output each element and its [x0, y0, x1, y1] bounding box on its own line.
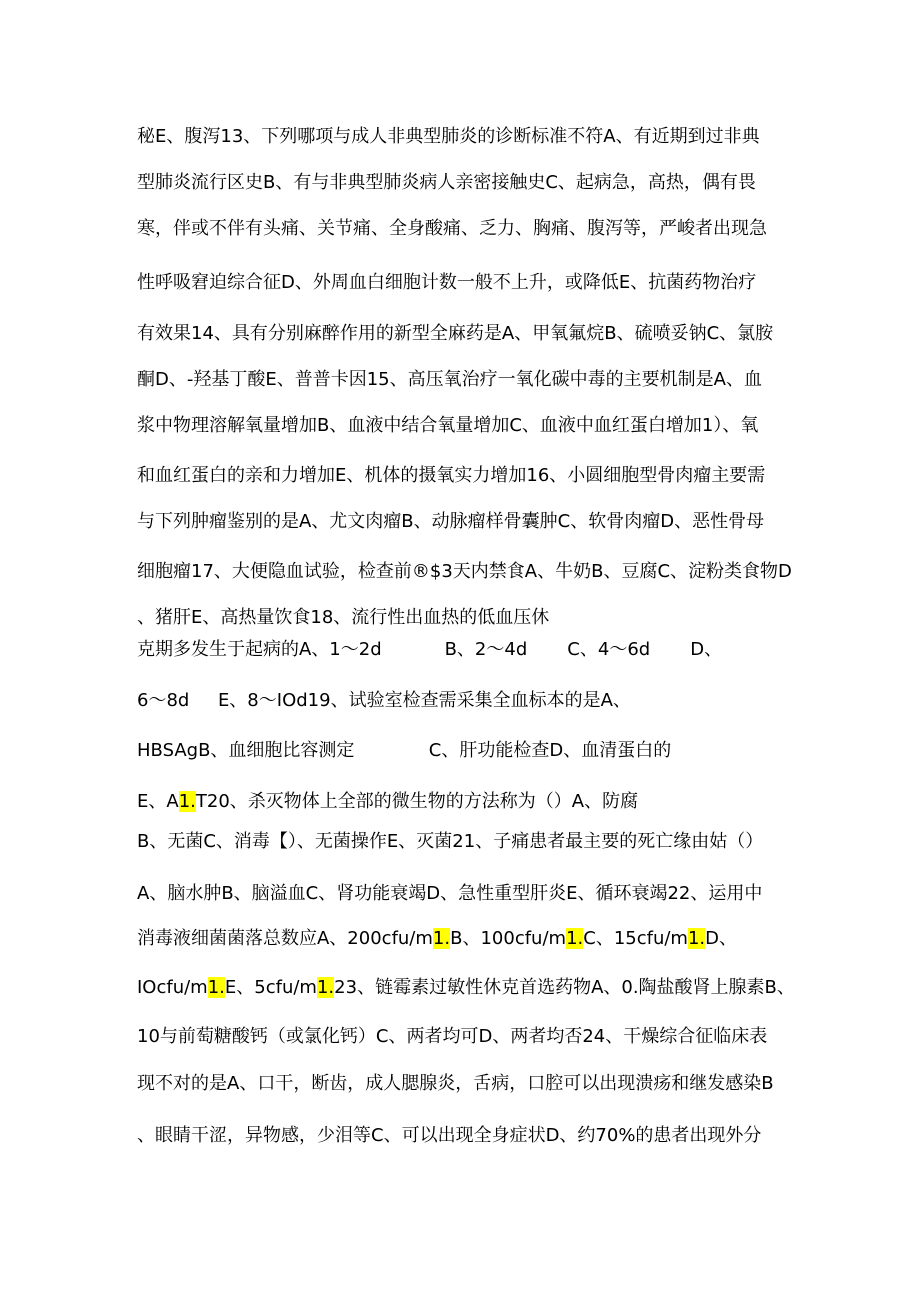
text-segment: B、无菌C、消毒【）、无菌操作E、灭菌21、子痛患者最主要的死亡缘由姑（）	[137, 831, 764, 852]
text-segment: 浆中物理溶解氧量增加B、血液中结合氧量增加C、血液中血红蛋白增加1）、氧	[137, 415, 759, 436]
text-line	[137, 637, 787, 663]
text-line	[137, 124, 787, 150]
text-line	[137, 881, 787, 907]
text-line	[137, 789, 787, 815]
text-line	[137, 270, 787, 296]
text-segment: 秘E、腹泻13、下列哪项与成人非典型肺炎的诊断标准不符A、有近期到过非典	[137, 126, 760, 147]
text-line	[137, 688, 787, 714]
text-segment: 有效果14、具有分别麻醉作用的新型全麻药是A、甲氧氟烷B、硫喷妥钠C、氯胺	[137, 323, 774, 344]
text-line	[137, 463, 787, 489]
text-segment: 和血红蛋白的亲和力增加E、机体的摄氧实力增加16、小圆细胞型骨肉瘤主要需	[137, 465, 766, 486]
text-line	[137, 1123, 787, 1149]
text-segment: 10与前萄糖酸钙（或氯化钙）C、两者均可D、两者均否24、干燥综合征临床表	[137, 1026, 768, 1047]
text-line	[137, 829, 787, 855]
text-line	[137, 738, 787, 764]
text-segment: 、猪肝E、高热量饮食18、流行性出血热的低血压休	[137, 607, 550, 628]
text-segment: 23、链霉素过敏性休克首选药物A、0.陶盐酸肾上腺素B、	[334, 977, 795, 998]
text-segment: 克期多发生于起病的A、1～2d B、2～4d C、4～6d D、	[137, 639, 723, 660]
text-segment: A、脑水肿B、脑溢血C、肾功能衰竭D、急性重型肝炎E、循环衰竭22、运用中	[137, 883, 763, 904]
highlighted-text: 1.	[316, 977, 335, 998]
text-line	[137, 321, 787, 347]
text-line	[137, 559, 792, 585]
text-segment: 型肺炎流行区史B、有与非典型肺炎病人亲密接触史C、起病急，高热，偶有畏	[137, 172, 756, 193]
text-line	[137, 367, 787, 393]
text-segment: 消毒液细菌菌落总数应A、200cfu/m	[137, 928, 433, 949]
text-line	[137, 975, 795, 1001]
text-segment: IOcfu/m	[137, 977, 208, 998]
highlighted-text: 1.	[566, 928, 584, 949]
text-line	[137, 170, 787, 196]
text-segment: T20、杀灭物体上全部的微生物的方法称为（）A、防腐	[195, 791, 639, 812]
text-segment: C、15cfu/m	[583, 928, 688, 949]
highlighted-text: 1.	[178, 791, 196, 812]
highlighted-text: 1.	[687, 928, 706, 949]
text-segment: 酮D、-羟基丁酸E、普普卡因15、高压氧治疗一氧化碳中毒的主要机制是A、血	[137, 369, 762, 390]
text-segment: 现不对的是A、口干，断齿，成人腮腺炎，舌病，口腔可以出现溃疡和继发感染B	[137, 1073, 774, 1094]
text-segment: 、眼睛干涩，异物感，少泪等C、可以出现全身症状D、约70%的患者出现外分	[137, 1125, 762, 1146]
text-line	[137, 509, 787, 535]
text-line	[137, 413, 787, 439]
text-segment: D、	[705, 928, 738, 949]
text-line	[137, 1024, 787, 1050]
text-segment: 性呼吸窘迫综合征D、外周血白细胞计数一般不上升，或降低E、抗菌药物治疗	[137, 272, 757, 293]
text-segment: 与下列肿瘤鉴别的是A、尤文肉瘤B、动脉瘤样骨囊肿C、软骨肉瘤D、恶性骨母	[137, 511, 765, 532]
text-line	[137, 605, 787, 631]
text-line	[137, 216, 787, 242]
highlighted-text: 1.	[432, 928, 451, 949]
text-segment: E、5cfu/m	[224, 977, 317, 998]
text-line	[137, 926, 787, 952]
text-segment: B、100cfu/m	[450, 928, 567, 949]
text-segment: 6～8d E、8～IOd19、试验室检查需采集全血标本的是A、	[137, 690, 631, 711]
text-segment: HBSAgB、血细胞比容测定 C、肝功能检查D、血清蛋白的	[137, 740, 672, 761]
highlighted-text: 1.	[207, 977, 225, 998]
text-segment: E、A	[137, 791, 179, 812]
text-segment: 寒，伴或不伴有头痛、关节痛、全身酸痛、乏力、胸痛、腹泻等，严峻者出现急	[137, 218, 767, 239]
text-line	[137, 1071, 787, 1097]
text-segment: 细胞瘤17、大便隐血试验，检查前®$3天内禁食A、牛奶B、豆腐C、淀粉类食物D	[137, 561, 792, 582]
